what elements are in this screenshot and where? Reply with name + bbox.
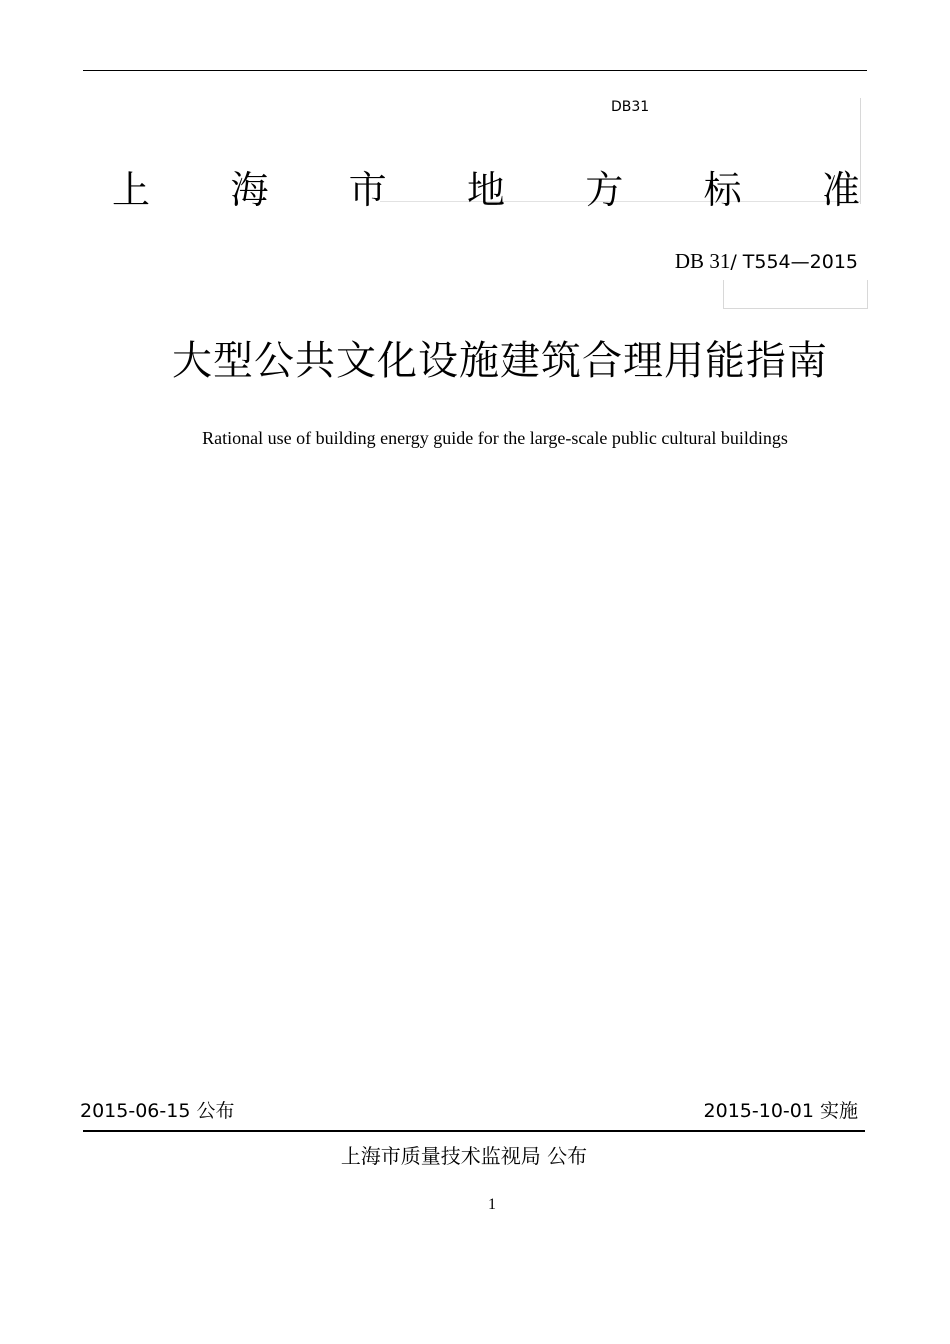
standard-code-prefix: DB 31 xyxy=(674,249,731,273)
title-char: 标 xyxy=(703,168,742,212)
title-char: 准 xyxy=(821,168,860,212)
document-title-cn: 大型公共文化设施建筑合理用能指南 xyxy=(172,338,828,384)
title-char: 市 xyxy=(348,168,387,212)
top-rule xyxy=(83,70,867,71)
frame-line-right xyxy=(860,98,861,204)
standard-code-suffix: / T554—2015 xyxy=(730,251,858,273)
title-char: 海 xyxy=(230,168,269,212)
issuer: 上海市质量技术监视局 公布 xyxy=(340,1144,588,1168)
title-char: 上 xyxy=(112,168,151,212)
bottom-rule xyxy=(83,1130,865,1132)
document-title-en: Rational use of building energy guide for the large-scale public cultural buildings xyxy=(202,428,788,448)
page-number: 1 xyxy=(488,1196,496,1213)
effective-date: 2015-10-01 实施 xyxy=(703,1100,858,1122)
code-frame xyxy=(723,280,868,309)
title-char: 地 xyxy=(466,168,505,212)
db31-label: DB31 xyxy=(611,99,650,115)
title-char: 方 xyxy=(585,168,624,212)
publish-date: 2015-06-15 公布 xyxy=(80,1100,235,1122)
local-standard-title xyxy=(112,166,860,214)
standard-code xyxy=(675,249,858,274)
